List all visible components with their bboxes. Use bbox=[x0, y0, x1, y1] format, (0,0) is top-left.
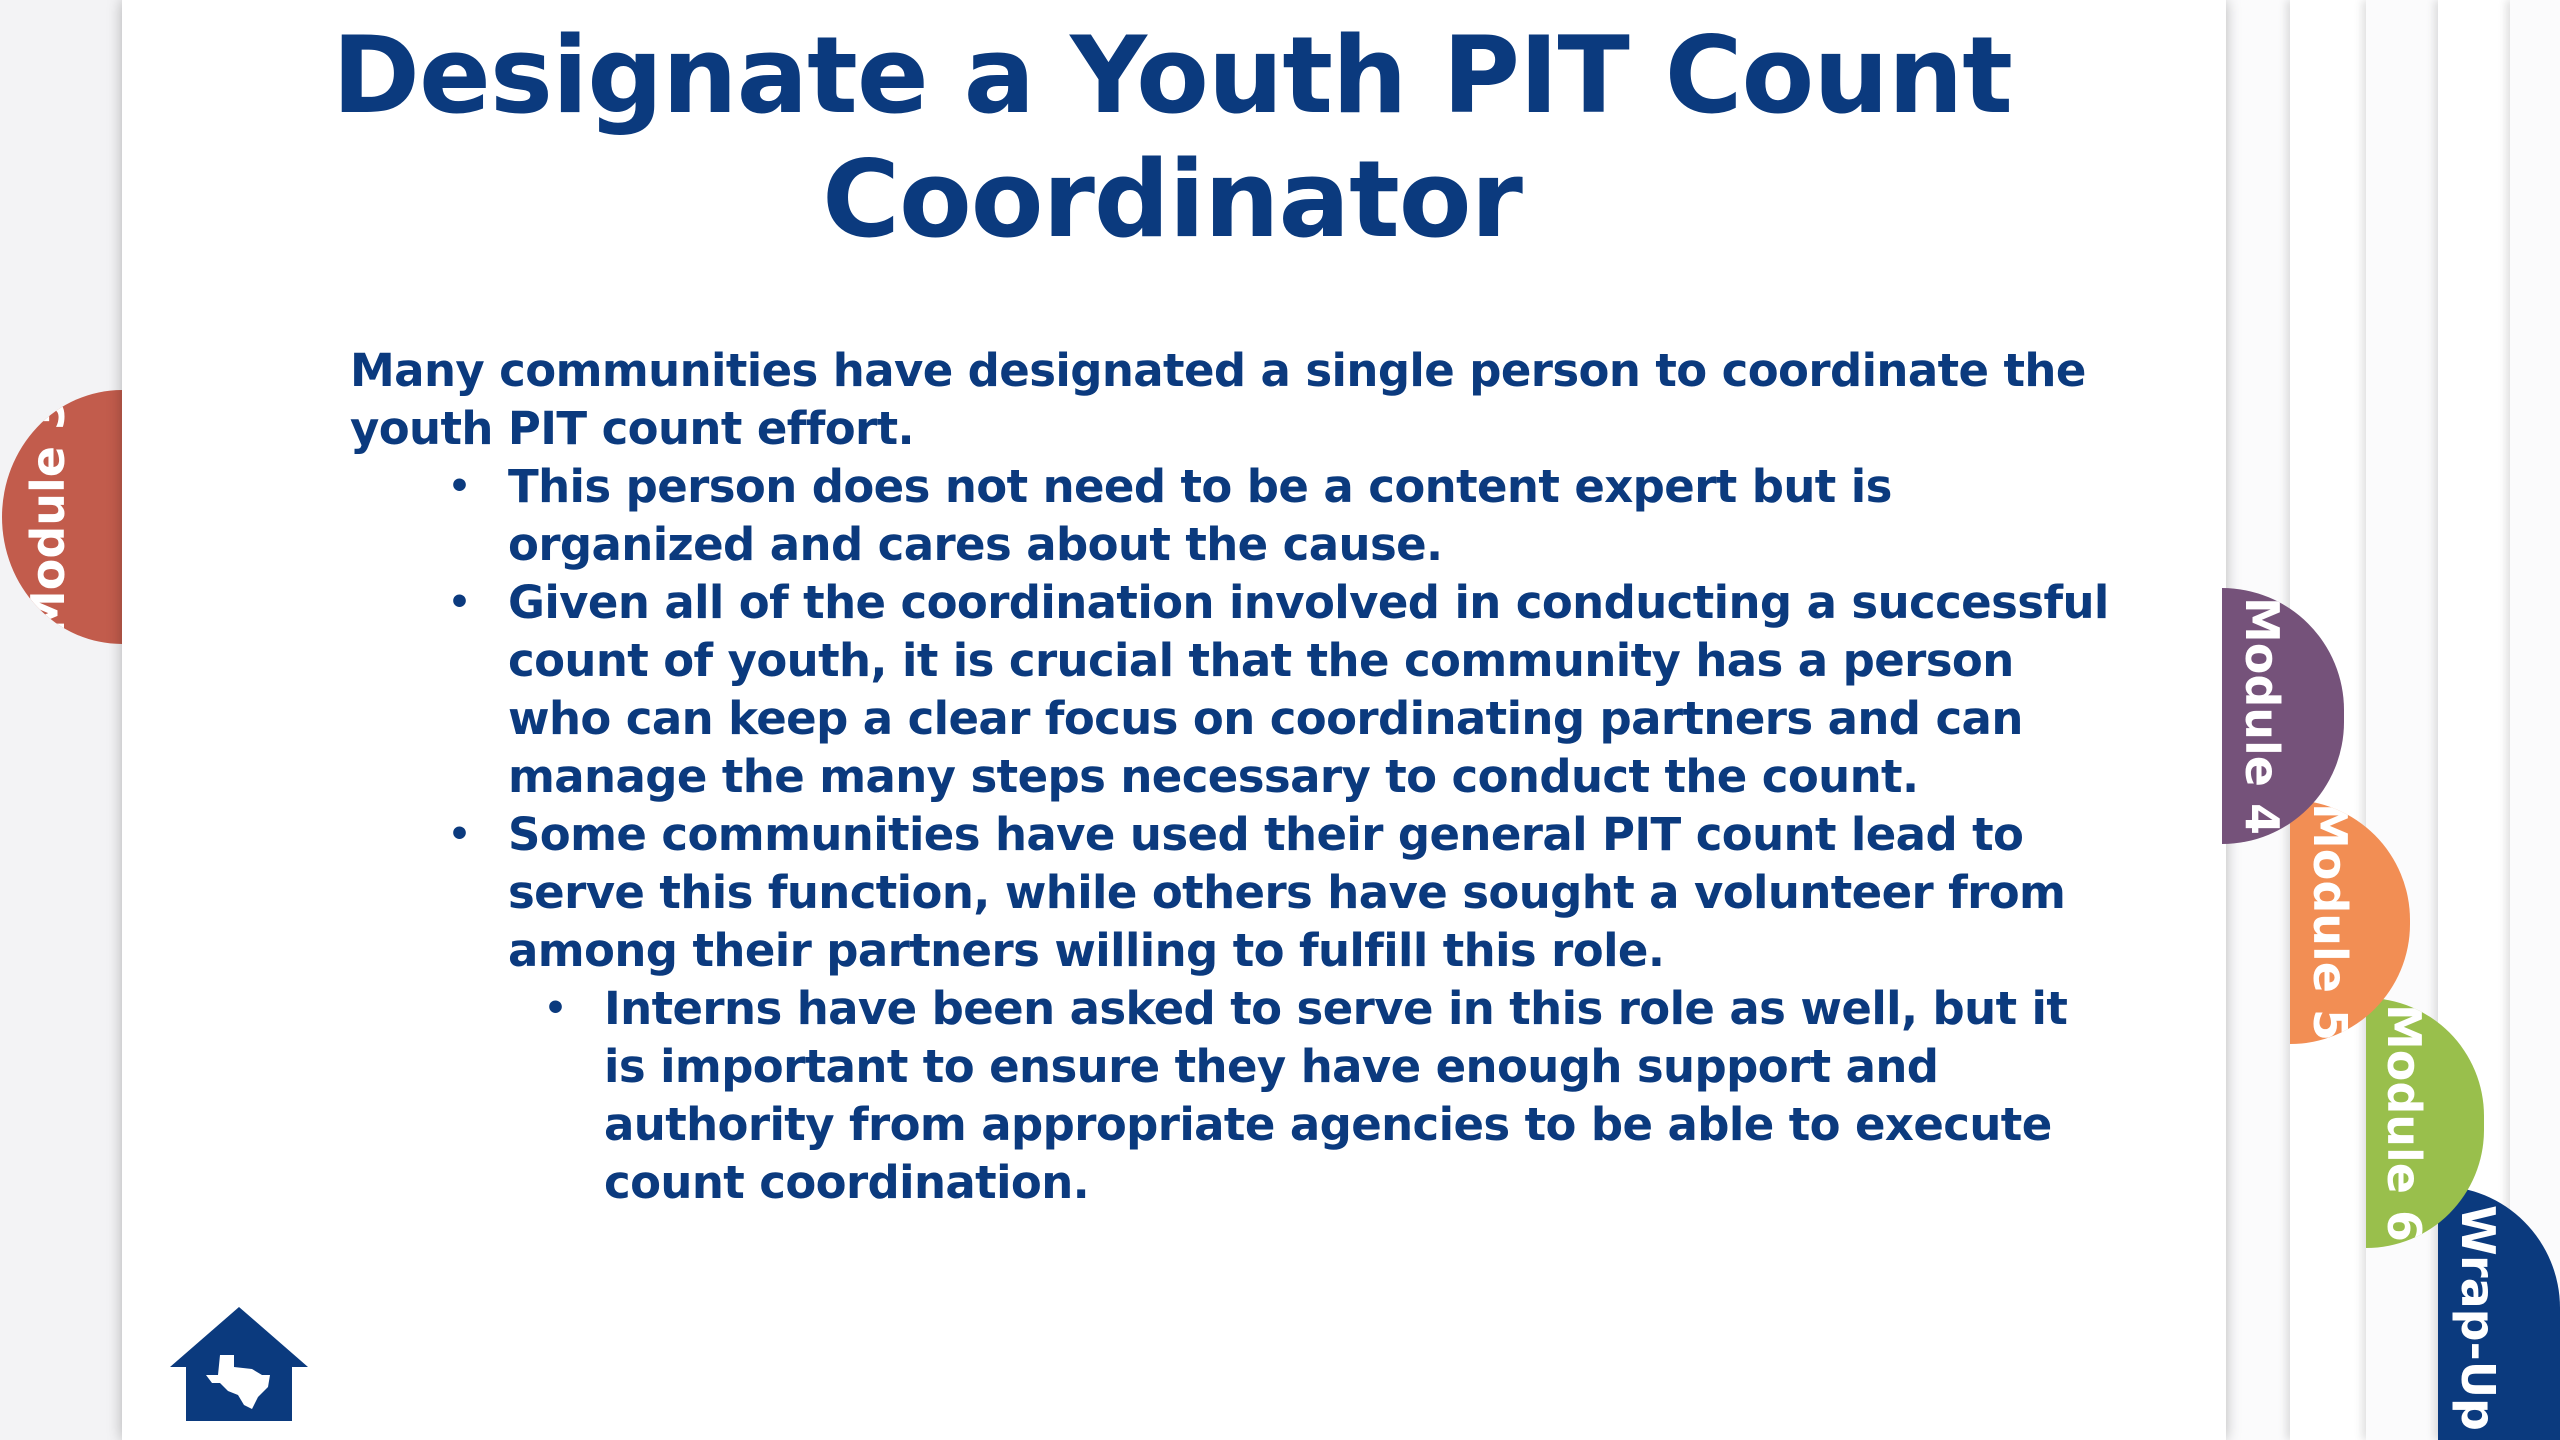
slide-body bbox=[350, 342, 2110, 1212]
tab-module-5-label: Module 5 bbox=[2303, 802, 2357, 1042]
tab-module-6-label: Module 6 bbox=[2377, 1003, 2431, 1243]
sub-bullet-list bbox=[508, 980, 2110, 1212]
bullet-item: • Some communities have used their general PIT count lead to serve this function, while others have sought a volunteer from among their partners willing to fulfill this role. bbox=[508, 806, 2110, 980]
sub-bullet-item: • Interns have been asked to serve in this role as well, but it is important to ensure they have enough support and authority from appropriate agencies to be able to execute count coordination. bbox=[604, 980, 2110, 1212]
slide bbox=[122, 0, 2226, 1440]
slide-title bbox=[272, 14, 2072, 262]
tab-module-3-label: Module 3 bbox=[21, 397, 75, 637]
bullet-list bbox=[350, 458, 2110, 1212]
intro-paragraph: Many communities have designated a single person to coordinate the youth PIT count effort. bbox=[350, 344, 2086, 455]
left-background bbox=[0, 0, 122, 1440]
slide-title-line2: Coordinator bbox=[822, 138, 1522, 261]
tab-module-4-label: Module 4 bbox=[2235, 596, 2289, 836]
tab-wrap-up-label: Wrap-Up bbox=[2451, 1205, 2505, 1431]
bullet-item: • Given all of the coordination involved in conducting a successful count of youth, it is crucial that the community has a person who can keep a clear focus on coordinating partners and can manage the many steps necessary to conduct the count. bbox=[508, 574, 2110, 806]
bullet-item: • This person does not need to be a content expert but is organized and cares about the cause. bbox=[508, 458, 2110, 574]
slide-title-line1: Designate a Youth PIT Count bbox=[332, 14, 2012, 137]
texas-house-logo-icon bbox=[164, 1305, 314, 1423]
